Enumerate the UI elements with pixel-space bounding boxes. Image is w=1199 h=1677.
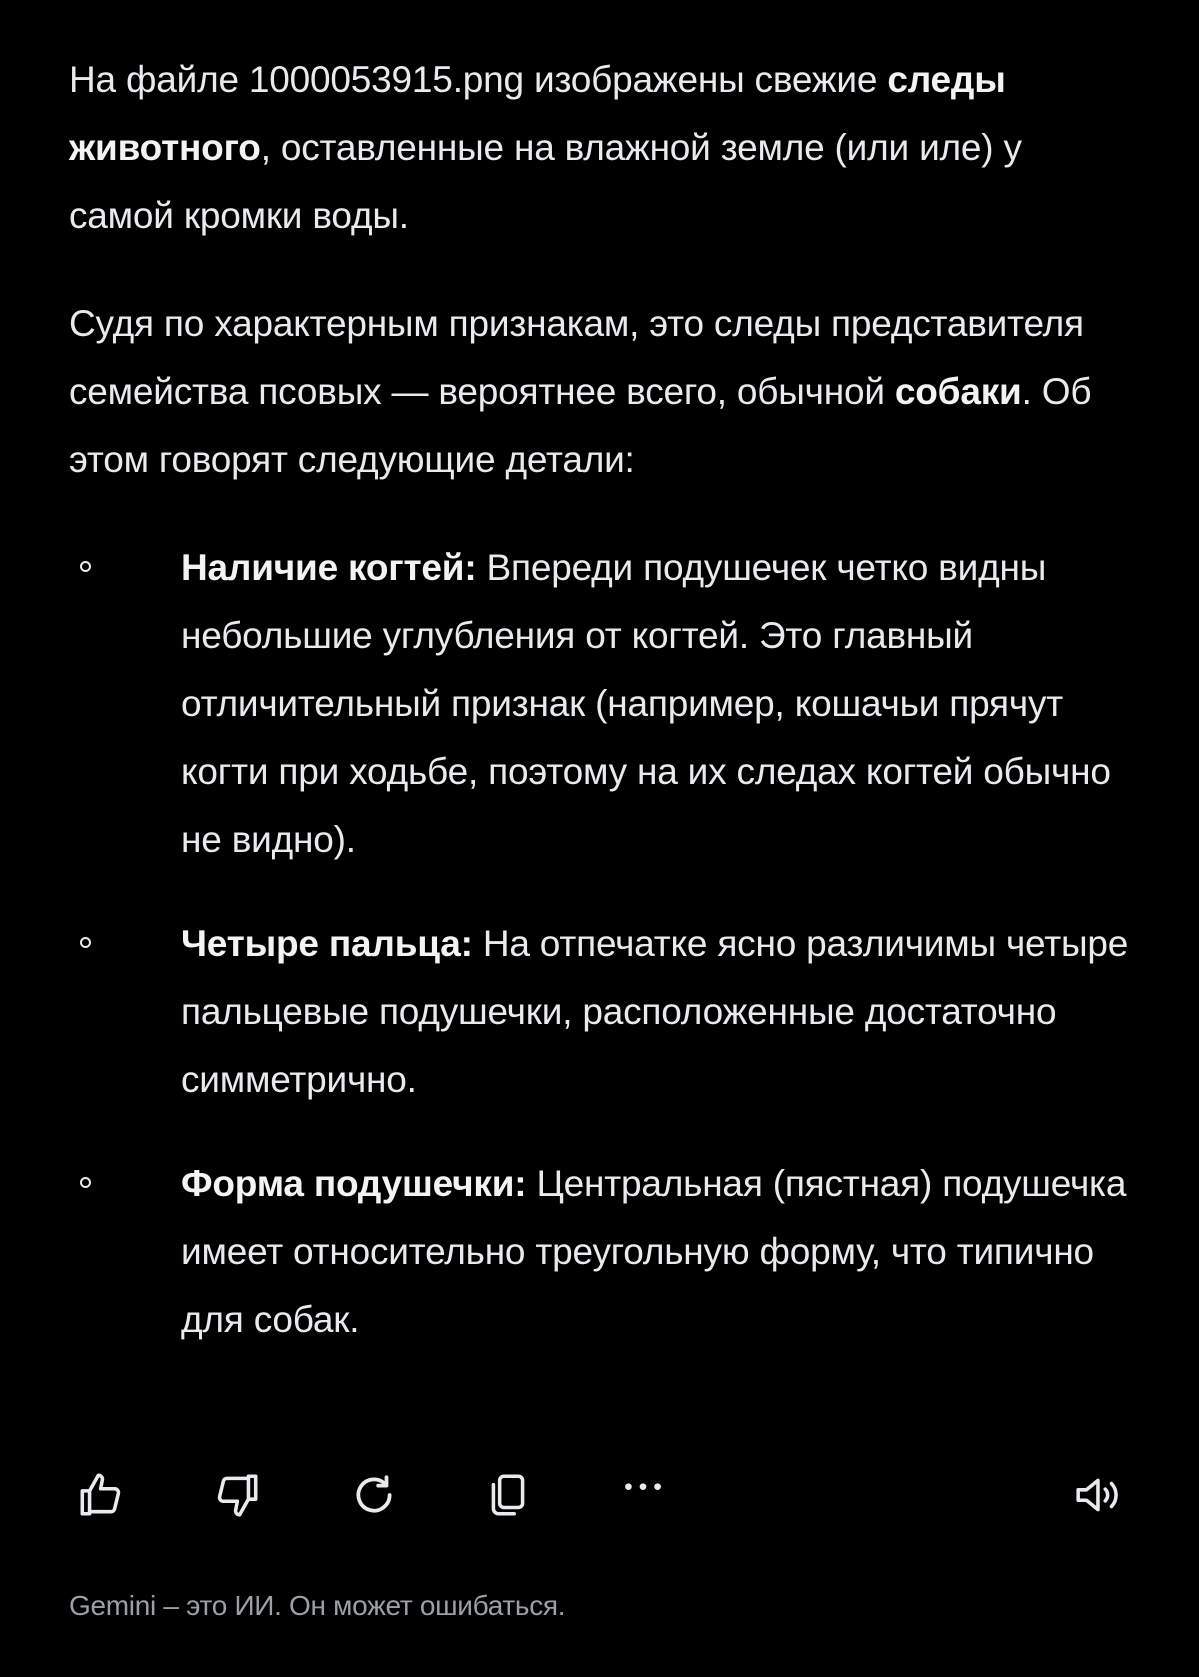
- read-aloud-button[interactable]: [1064, 1460, 1134, 1530]
- response-body: [69, 46, 1129, 1390]
- bullet-circle-icon: [80, 937, 91, 948]
- regenerate-icon: [349, 1470, 399, 1520]
- paragraph-intro: [69, 46, 1129, 250]
- regenerate-button[interactable]: [339, 1460, 409, 1530]
- details-list: [69, 534, 1129, 1354]
- text-run: , оставленные на влажной земле (или иле) у самой кромки воды.: [69, 127, 1022, 236]
- more-icon: [618, 1470, 668, 1520]
- list-item-text: На отпечатке ясно различимы четыре пальцевые подушечки, расположенные достаточно симметрично.: [181, 923, 1129, 1100]
- list-item-text: Впереди подушечек четко видны небольшие углубления от когтей. Это главный отличительный признак (например, кошачьи прячут когти при ходьбе, поэтому на их следах когтей обычно не видно).: [181, 547, 1111, 860]
- bold-text: собаки: [894, 371, 1022, 412]
- paragraph-conclusion: [69, 290, 1129, 494]
- speaker-icon: [1071, 1470, 1127, 1520]
- bullet-circle-icon: [80, 561, 91, 572]
- list-item-text: Центральная (пястная) подушечка имеет относительно треугольную форму, что типично для собак.: [181, 1163, 1127, 1340]
- ai-disclaimer: Gemini – это ИИ. Он может ошибаться.: [69, 1590, 566, 1621]
- more-options-button[interactable]: [608, 1460, 678, 1530]
- list-item: [69, 534, 1129, 874]
- thumb-up-icon: [75, 1470, 125, 1520]
- list-item-title: Наличие когтей:: [181, 547, 477, 588]
- response-actions-bar: [69, 1460, 1129, 1530]
- bullet-circle-icon: [80, 1177, 91, 1188]
- text-run: На файле 1000053915.png изображены свежие: [69, 59, 888, 100]
- thumb-down-icon: [213, 1470, 263, 1520]
- list-item-title: Форма подушечки:: [181, 1163, 527, 1204]
- list-item-title: Четыре пальца:: [181, 923, 473, 964]
- thumb-up-button[interactable]: [65, 1460, 135, 1530]
- list-item: [69, 910, 1129, 1114]
- copy-icon: [483, 1470, 533, 1520]
- list-item: [69, 1150, 1129, 1354]
- bold-text: следы животного: [69, 59, 1006, 168]
- text-run: . Об этом говорят следующие детали:: [69, 371, 1092, 480]
- text-run: Судя по характерным признакам, это следы представителя семейства псовых — вероятнее всего, обычной: [69, 303, 1084, 412]
- thumb-down-button[interactable]: [203, 1460, 273, 1530]
- copy-button[interactable]: [473, 1460, 543, 1530]
